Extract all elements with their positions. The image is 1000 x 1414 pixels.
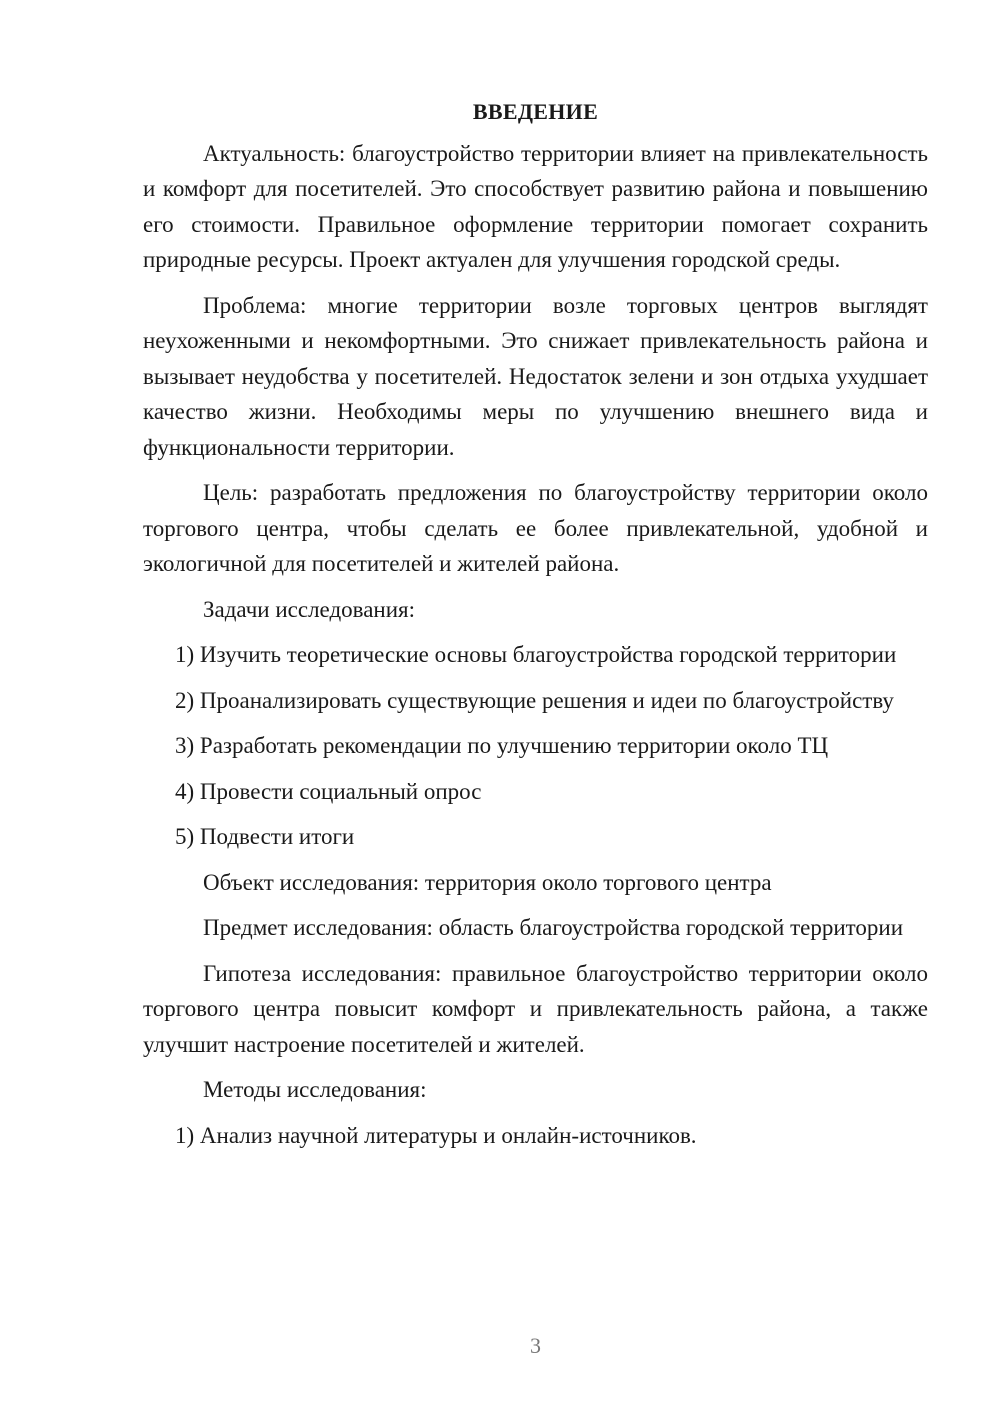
goal-paragraph: Цель: разработать предложения по благоустройству территории около торгового центра, чтобы сделать ее более привлекательной, удобной и экологичной для посетителей и жителей района. (143, 480, 928, 576)
page-content (143, 94, 928, 1163)
task-item-3: 3) Разработать рекомендации по улучшению территории около ТЦ (175, 733, 829, 758)
task-item-4: 4) Провести социальный опрос (175, 778, 482, 804)
problem-paragraph: Проблема: многие территории возле торговых центров выглядят неухоженными и некомфортными. Это снижает привлекательность района и вызывает неудобства у посетителей. Недостаток зелени и зон отдыха ухудшает качество жизни. Необходимы меры по улучшению внешнего вида и функциональности территории. (143, 292, 928, 460)
page-number: 3 (530, 1333, 541, 1358)
section-heading: ВВЕДЕНИЕ (472, 99, 599, 124)
method-item-1: 1) Анализ научной литературы и онлайн-источников. (175, 1122, 697, 1148)
subject-paragraph: Предмет исследования: область благоустройства городской территории (203, 915, 904, 940)
hypothesis-paragraph: Гипотеза исследования: правильное благоустройство территории около торгового центра повысит комфорт и привлекательность района, а также улучшит настроение посетителей и жителей. (143, 960, 928, 1057)
task-item-5: 5) Подвести итоги (175, 824, 355, 849)
object-paragraph: Объект исследования: территория около торгового центра (203, 869, 772, 895)
tasks-title: Задачи исследования: (203, 596, 416, 622)
task-item-1: 1) Изучить теоретические основы благоустройства городской территории (175, 642, 897, 667)
task-item-2: 2) Проанализировать существующие решения и идеи по благоустройству (175, 687, 894, 713)
methods-title: Методы исследования: (203, 1077, 427, 1102)
relevance-paragraph: Актуальность: благоустройство территории влияет на привлекательность и комфорт для посетителей. Это способствует развитию района и повышению его стоимости. Правильное оформление территории помогает сохранить природные ресурсы. Проект актуален для улучшения городской среды. (143, 140, 928, 272)
